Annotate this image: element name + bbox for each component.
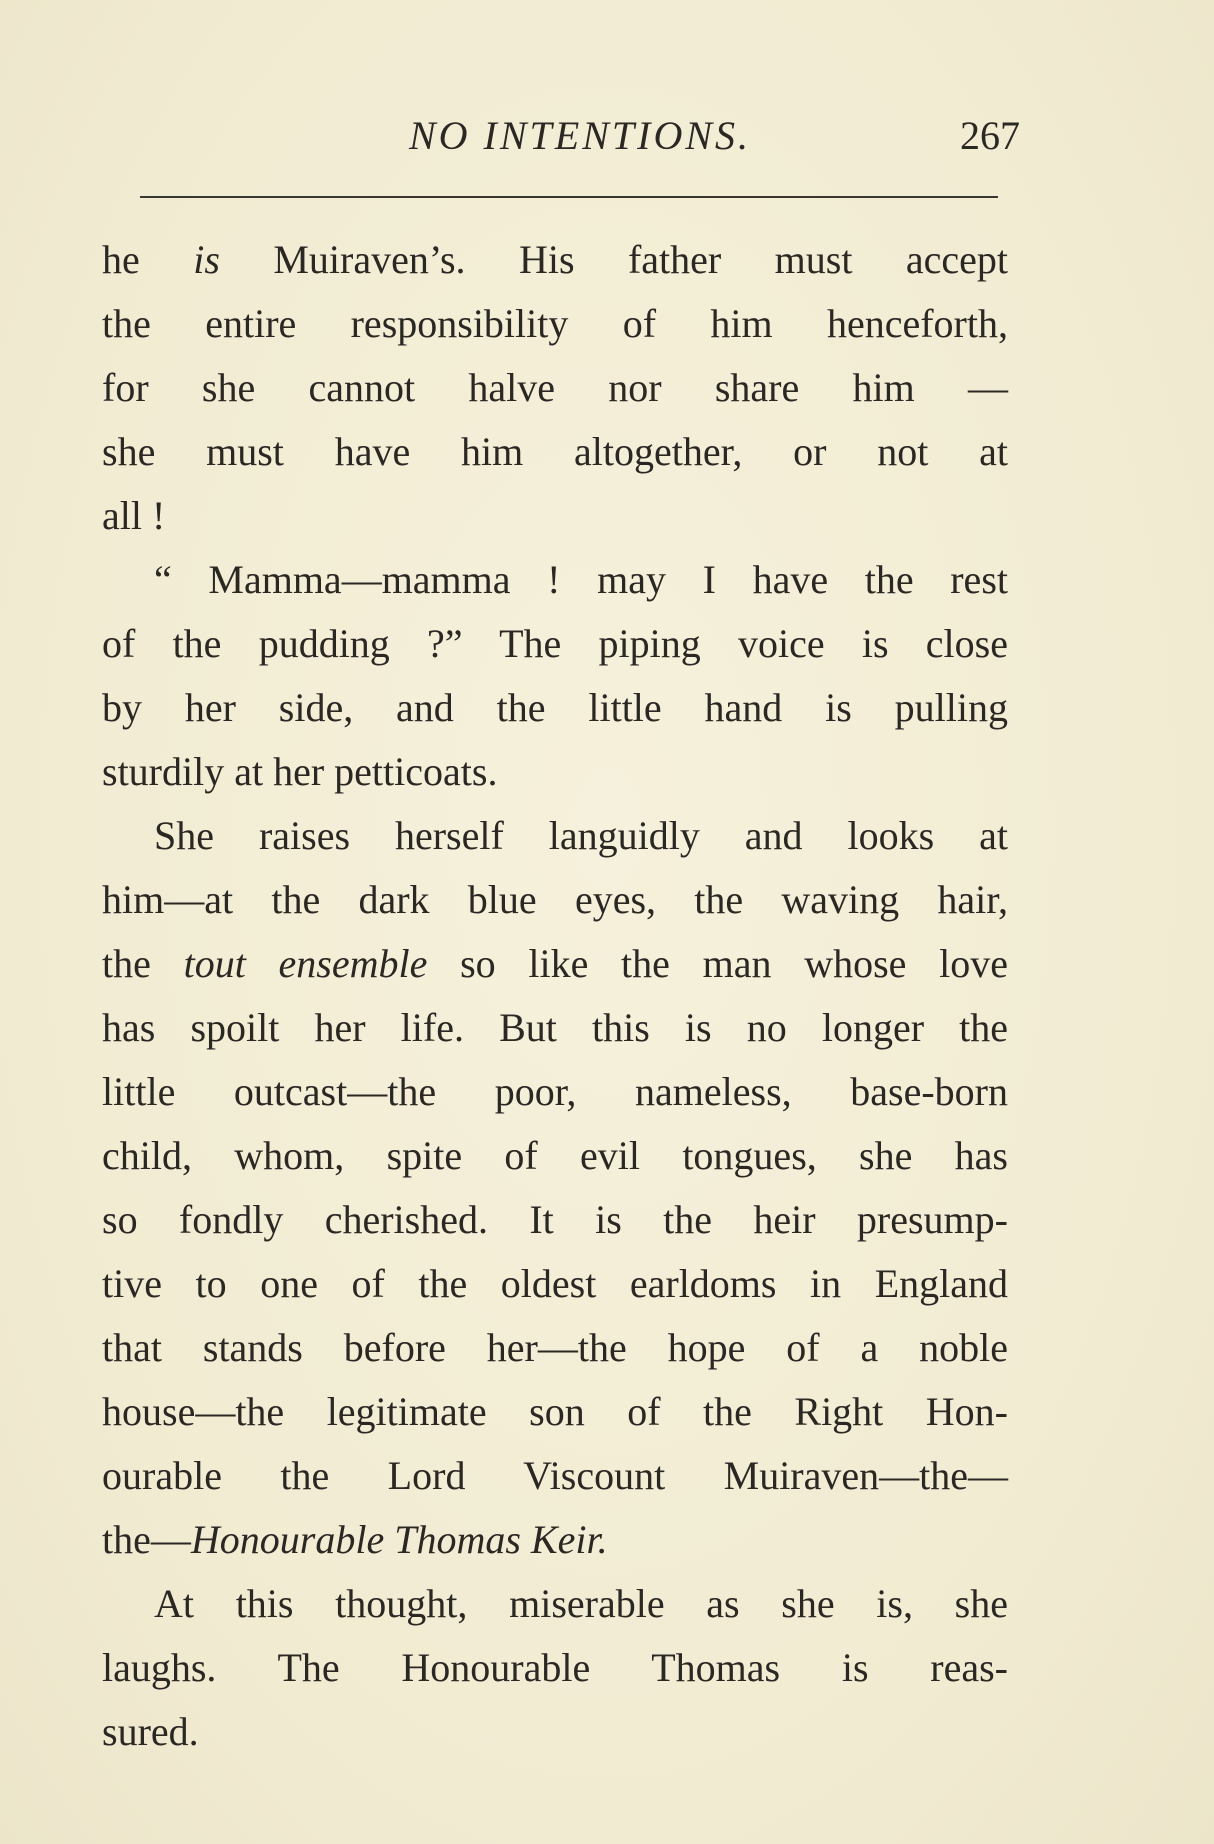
text-line — [102, 484, 1008, 548]
text-line — [102, 1572, 1008, 1636]
text-line — [102, 1444, 1008, 1508]
text-line — [102, 676, 1008, 740]
text-segment: so like the man whose love — [427, 941, 1009, 986]
running-title: NO INTENTIONS. — [408, 113, 752, 158]
text-segment: has spoilt her life. But this is no longer the — [102, 1005, 1008, 1050]
text-segment: that stands before her—the hope of a noble — [102, 1325, 1008, 1370]
running-head — [140, 112, 1020, 162]
text-line — [102, 1060, 1008, 1124]
text-line — [102, 932, 1008, 996]
text-line — [102, 1636, 1008, 1700]
italic-text: tout ensemble — [183, 941, 428, 986]
text-segment: At this thought, miserable as she is, she — [154, 1581, 1008, 1626]
text-segment: Muiraven’s. His father must accept — [219, 237, 1009, 282]
text-line — [102, 612, 1008, 676]
text-segment: sturdily at her petticoats. — [102, 749, 498, 794]
text-segment: child, whom, spite of evil tongues, she has — [102, 1133, 1008, 1178]
text-segment: tive to one of the oldest earldoms in England — [102, 1261, 1008, 1306]
text-line — [102, 804, 1008, 868]
text-line — [102, 1188, 1008, 1252]
text-line — [102, 548, 1008, 612]
text-segment: the entire responsibility of him henceforth, — [102, 301, 1008, 346]
header-rule — [140, 196, 998, 198]
text-segment: house—the legitimate son of the Right Hon- — [102, 1389, 1008, 1434]
text-segment: She raises herself languidly and looks at — [154, 813, 1008, 858]
text-segment: the— — [102, 1517, 191, 1562]
text-line — [102, 740, 1008, 804]
text-segment: him—at the dark blue eyes, the waving hair, — [102, 877, 1008, 922]
text-segment: ourable the Lord Viscount Muiraven—the— — [102, 1453, 1008, 1498]
text-segment: all ! — [102, 493, 166, 538]
text-segment: she must have him altogether, or not at — [102, 429, 1008, 474]
text-line — [102, 292, 1008, 356]
text-line — [102, 996, 1008, 1060]
text-line — [102, 1252, 1008, 1316]
italic-text: is — [193, 237, 220, 282]
text-line — [102, 1316, 1008, 1380]
text-segment: laughs. The Honourable Thomas is reas- — [102, 1645, 1008, 1690]
text-line — [102, 1508, 1008, 1572]
body-text — [102, 228, 1008, 1764]
text-line — [102, 868, 1008, 932]
text-segment: for she cannot halve nor share him — — [102, 365, 1008, 410]
text-segment: of the pudding ?” The piping voice is close — [102, 621, 1008, 666]
text-line — [102, 1124, 1008, 1188]
text-segment: he — [102, 237, 194, 282]
text-line — [102, 356, 1008, 420]
page-number: 267 — [960, 113, 1020, 158]
text-segment: by her side, and the little hand is pulling — [102, 685, 1008, 730]
text-line — [102, 228, 1008, 292]
text-line — [102, 420, 1008, 484]
text-segment: sured. — [102, 1709, 199, 1754]
italic-text: Honourable Thomas Keir. — [190, 1517, 608, 1562]
text-line — [102, 1380, 1008, 1444]
text-segment: “ Mamma—mamma ! may I have the rest — [154, 557, 1008, 602]
text-line — [102, 1700, 1008, 1764]
text-segment: so fondly cherished. It is the heir presump- — [102, 1197, 1008, 1242]
text-segment: the — [102, 941, 184, 986]
text-segment: little outcast—the poor, nameless, base-born — [102, 1069, 1008, 1114]
